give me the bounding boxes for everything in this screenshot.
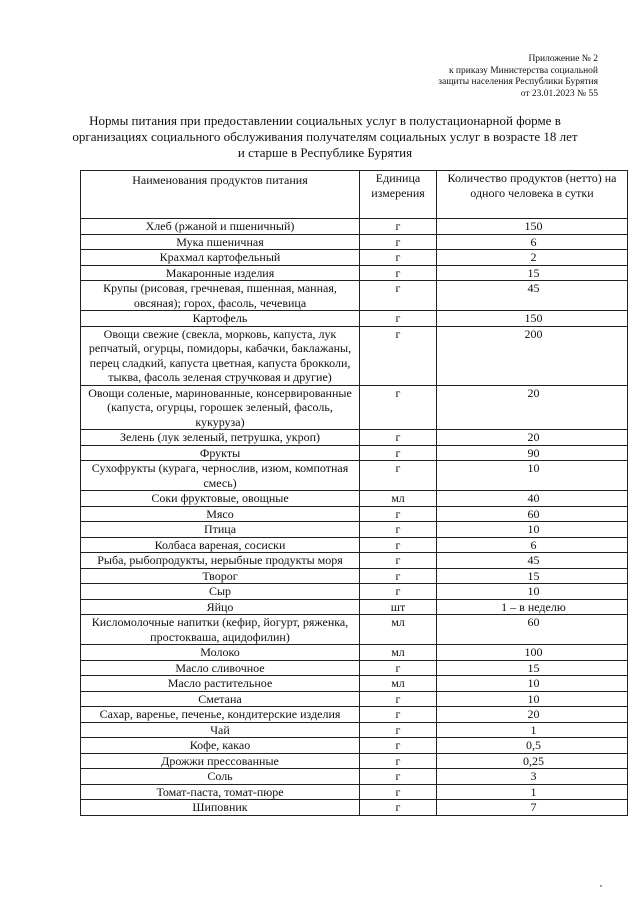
quantity-cell: 15 xyxy=(437,660,628,676)
product-name-cell: Кисломолочные напитки (кефир, йогурт, ряженка, простокваша, ацидофилин) xyxy=(81,615,360,645)
unit-cell: г xyxy=(360,738,437,754)
product-name-cell: Масло растительное xyxy=(81,676,360,692)
quantity-cell: 20 xyxy=(437,707,628,723)
table-row xyxy=(81,691,628,707)
product-name-cell: Сахар, варенье, печенье, кондитерские изделия xyxy=(81,707,360,723)
product-name-cell: Картофель xyxy=(81,311,360,327)
quantity-cell: 2 xyxy=(437,250,628,266)
unit-cell: г xyxy=(360,385,437,430)
table-row xyxy=(81,722,628,738)
product-name-cell: Шиповник xyxy=(81,800,360,816)
table-header-row xyxy=(81,171,628,219)
quantity-cell: 20 xyxy=(437,385,628,430)
unit-cell: г xyxy=(360,219,437,235)
product-name-cell: Масло сливочное xyxy=(81,660,360,676)
product-name-cell: Сухофрукты (курага, чернослив, изюм, компотная смесь) xyxy=(81,461,360,491)
product-name-cell: Птица xyxy=(81,522,360,538)
unit-cell: мл xyxy=(360,645,437,661)
unit-cell: г xyxy=(360,311,437,327)
quantity-cell: 1 xyxy=(437,784,628,800)
product-name-cell: Томат-паста, томат-пюре xyxy=(81,784,360,800)
product-name-cell: Соль xyxy=(81,769,360,785)
quantity-cell: 1 – в неделю xyxy=(437,599,628,615)
quantity-cell: 20 xyxy=(437,430,628,446)
appendix-line: к приказу Министерства социальной xyxy=(448,65,598,76)
table-row xyxy=(81,615,628,645)
quantity-cell: 10 xyxy=(437,584,628,600)
product-name-cell: Сметана xyxy=(81,691,360,707)
unit-cell: шт xyxy=(360,599,437,615)
table-row xyxy=(81,753,628,769)
table-row xyxy=(81,537,628,553)
product-name-cell: Кофе, какао xyxy=(81,738,360,754)
unit-cell: г xyxy=(360,537,437,553)
table-row xyxy=(81,385,628,430)
product-name-cell: Сыр xyxy=(81,584,360,600)
appendix-line: защиты населения Республики Бурятия xyxy=(438,77,598,87)
unit-cell: мл xyxy=(360,615,437,645)
quantity-cell: 7 xyxy=(437,800,628,816)
table-row xyxy=(81,234,628,250)
quantity-cell: 10 xyxy=(437,691,628,707)
product-name-cell: Мука пшеничная xyxy=(81,234,360,250)
quantity-cell: 6 xyxy=(437,234,628,250)
unit-cell: г xyxy=(360,800,437,816)
quantity-cell: 6 xyxy=(437,537,628,553)
product-name-cell: Рыба, рыбопродукты, нерыбные продукты моря xyxy=(81,553,360,569)
quantity-cell: 45 xyxy=(437,553,628,569)
table-row xyxy=(81,445,628,461)
unit-cell: г xyxy=(360,584,437,600)
unit-cell: г xyxy=(360,769,437,785)
product-name-cell: Соки фруктовые, овощные xyxy=(81,491,360,507)
table-row xyxy=(81,326,628,385)
document-title: Нормы питания при предоставлении социальных услуг в полустационарной форме в организациях социального обслуживания получателям социальных услуг в возрасте 18 лет и старше в Республике Бурятия xyxy=(72,113,578,160)
table-row xyxy=(81,599,628,615)
table-row xyxy=(81,281,628,311)
quantity-cell: 40 xyxy=(437,491,628,507)
unit-cell: г xyxy=(360,753,437,769)
appendix-line: Приложение № 2 xyxy=(528,54,598,64)
quantity-cell: 0,25 xyxy=(437,753,628,769)
quantity-cell: 90 xyxy=(437,445,628,461)
unit-cell: г xyxy=(360,265,437,281)
appendix-header xyxy=(438,54,598,100)
table-row xyxy=(81,645,628,661)
table-row xyxy=(81,250,628,266)
product-name-cell: Овощи свежие (свекла, морковь, капуста, лук репчатый, огурцы, помидоры, кабачки, баклажаны, перец сладкий, капуста цветная, капуста брокколи, тыква, фасоль зеленая стручковая и другие) xyxy=(81,326,360,385)
quantity-cell: 150 xyxy=(437,311,628,327)
table-row xyxy=(81,707,628,723)
unit-cell: г xyxy=(360,461,437,491)
unit-cell: г xyxy=(360,722,437,738)
quantity-cell: 3 xyxy=(437,769,628,785)
quantity-cell: 15 xyxy=(437,265,628,281)
unit-cell: г xyxy=(360,691,437,707)
quantity-cell: 10 xyxy=(437,461,628,491)
quantity-cell: 10 xyxy=(437,676,628,692)
table-row xyxy=(81,430,628,446)
table-row xyxy=(81,568,628,584)
unit-cell: мл xyxy=(360,676,437,692)
appendix-line: от 23.01.2023 № 55 xyxy=(520,88,598,99)
unit-cell: мл xyxy=(360,491,437,507)
unit-cell: г xyxy=(360,250,437,266)
table-body xyxy=(81,219,628,816)
unit-cell: г xyxy=(360,707,437,723)
table-row xyxy=(81,676,628,692)
unit-cell: г xyxy=(360,553,437,569)
table-row xyxy=(81,265,628,281)
table-row xyxy=(81,800,628,816)
unit-cell: г xyxy=(360,784,437,800)
product-name-cell: Чай xyxy=(81,722,360,738)
table-row xyxy=(81,553,628,569)
product-name-cell: Яйцо xyxy=(81,599,360,615)
product-name-cell: Дрожжи прессованные xyxy=(81,753,360,769)
table-row xyxy=(81,660,628,676)
quantity-cell: 10 xyxy=(437,522,628,538)
unit-cell: г xyxy=(360,660,437,676)
product-name-cell: Хлеб (ржаной и пшеничный) xyxy=(81,219,360,235)
scan-dot xyxy=(600,885,602,887)
product-name-cell: Творог xyxy=(81,568,360,584)
product-name-cell: Мясо xyxy=(81,506,360,522)
quantity-cell: 100 xyxy=(437,645,628,661)
table-row xyxy=(81,311,628,327)
unit-cell: г xyxy=(360,234,437,250)
column-header-quantity: Количество продуктов (нетто) на одного человека в сутки xyxy=(437,171,628,219)
quantity-cell: 60 xyxy=(437,615,628,645)
unit-cell: г xyxy=(360,506,437,522)
product-name-cell: Колбаса вареная, сосиски xyxy=(81,537,360,553)
table-row xyxy=(81,769,628,785)
quantity-cell: 45 xyxy=(437,281,628,311)
product-name-cell: Зелень (лук зеленый, петрушка, укроп) xyxy=(81,430,360,446)
quantity-cell: 200 xyxy=(437,326,628,385)
product-name-cell: Фрукты xyxy=(81,445,360,461)
quantity-cell: 15 xyxy=(437,568,628,584)
unit-cell: г xyxy=(360,522,437,538)
table-row xyxy=(81,461,628,491)
column-header-unit: Единица измерения xyxy=(360,171,437,219)
product-name-cell: Макаронные изделия xyxy=(81,265,360,281)
table-row xyxy=(81,738,628,754)
table-row xyxy=(81,584,628,600)
product-name-cell: Молоко xyxy=(81,645,360,661)
column-header-name: Наименования продуктов питания xyxy=(81,171,360,219)
table-row xyxy=(81,784,628,800)
product-name-cell: Овощи соленые, маринованные, консервированные (капуста, огурцы, горошек зеленый, фасоль, кукуруза) xyxy=(81,385,360,430)
food-norms-table xyxy=(80,170,628,816)
unit-cell: г xyxy=(360,568,437,584)
unit-cell: г xyxy=(360,430,437,446)
quantity-cell: 150 xyxy=(437,219,628,235)
quantity-cell: 60 xyxy=(437,506,628,522)
product-name-cell: Крахмал картофельный xyxy=(81,250,360,266)
table-row xyxy=(81,506,628,522)
table-row xyxy=(81,219,628,235)
table-row xyxy=(81,491,628,507)
unit-cell: г xyxy=(360,445,437,461)
quantity-cell: 1 xyxy=(437,722,628,738)
unit-cell: г xyxy=(360,326,437,385)
unit-cell: г xyxy=(360,281,437,311)
quantity-cell: 0,5 xyxy=(437,738,628,754)
table-row xyxy=(81,522,628,538)
product-name-cell: Крупы (рисовая, гречневая, пшенная, манная, овсяная); горох, фасоль, чечевица xyxy=(81,281,360,311)
